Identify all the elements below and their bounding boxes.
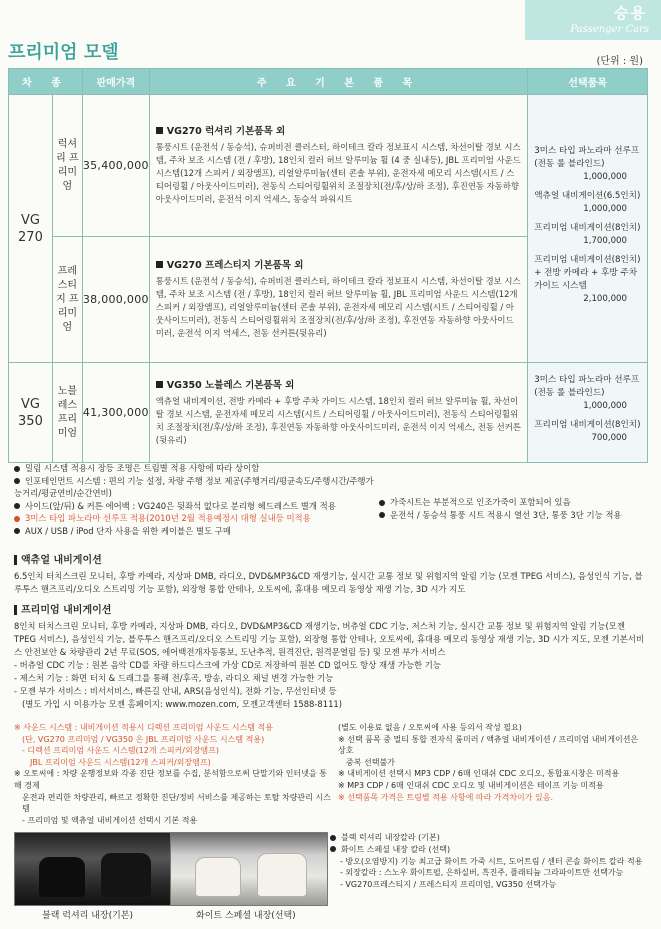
option-price: 1,700,000 xyxy=(583,236,627,246)
option-price: 1,000,000 xyxy=(583,204,627,214)
items-cell xyxy=(149,363,527,463)
price-cell: 41,300,000 xyxy=(82,363,149,463)
section-sub: - 버츄얼 CDC 기능 : 원본 음악 CD를 차량 하드디스크에 가상 CD로 저장하여 원본 CD 없어도 항상 재생 가능한 기능 xyxy=(14,660,441,670)
bullet-icon xyxy=(14,466,20,472)
options-cell-350 xyxy=(528,363,648,463)
option-name: 액츄얼 내비게이션(6.5인치) xyxy=(534,191,641,201)
note-item: 사이드(앞/뒤) & 커튼 에어백 : VG240은 뒷좌석 없다로 분리형 헤드레스트 별개 적용 xyxy=(14,500,374,513)
white-interior-photo xyxy=(170,832,328,906)
model-cell: VG 350 xyxy=(9,363,53,463)
bullet-icon xyxy=(14,478,20,484)
option-name: 3미스 타입 파노라마 선루프 (전동 롤 블라인드) xyxy=(534,375,640,398)
square-bullet-icon xyxy=(156,261,163,268)
section-title: 프리미엄 내비게이션 xyxy=(21,605,112,616)
photo-caption: 블랙 럭셔리 내장(기본) xyxy=(42,911,133,921)
items-head: VG270 프레스티지 기본품목 외 xyxy=(166,260,304,271)
footer-notes-right xyxy=(338,722,648,803)
items-head: VG270 럭셔리 기본품목 외 xyxy=(166,126,286,137)
col-header-options: 선택품목 xyxy=(528,69,648,95)
category-tab-en: Passenger Cars xyxy=(570,24,649,35)
trim-cell: 럭셔리 프리미엄 xyxy=(52,95,82,237)
section-sub: - 모젠 부가 서비스 : 비서서비스, 빠른길 안내, ARS(음성인식), 전화 기능, 무선인터넷 등 xyxy=(14,686,337,696)
table-row xyxy=(9,95,648,237)
option-item xyxy=(534,374,641,413)
option-name: 프리미엄 내비게이션(8인치) xyxy=(534,420,641,430)
seat-shape xyxy=(195,857,241,897)
option-item xyxy=(534,254,641,306)
section-body: 8인치 터치스크린 모니터, 후방 카메라, 지상파 DMB, 라디오, DVD&MP3&CD 재생기능, 버츄얼 CDC 기능, 저스처 기능, 실시간 교통 정보 및 위험지역 알림 기능(모젠 TPEG 서비스), 음성인식 기능, 블루투스 핸즈프리/오디오 스트리밍 기능 포함), 외장형 통합 안테나, 오토씨에, 휴대용 메모리 동영상 재생 기능, 3D 시가 지도, 모젠 기본서비스 안전보안 & 차량관리 2년 무료(SOS, 에어백전개자동통보, 도난추적, 원격진단, 원격문열림 등) 및 모젠 부가 서비스 xyxy=(14,621,644,657)
note-item: 인포테인먼트 시스템 : 편의 기능 설정, 차량 주행 정보 제공(주행거리/평균속도/주행시간/주행가능거리/평균연비/순간연비) xyxy=(14,475,374,499)
trim-cell: 노블레스 프리미엄 xyxy=(52,363,82,463)
col-header-model: 차 종 xyxy=(9,69,83,95)
seat-shape xyxy=(257,853,307,897)
option-item xyxy=(534,145,641,184)
option-item xyxy=(534,419,641,445)
footer-note: (단, VG270 프리미엄 / VG350 은 JBL 프리미엄 사운드 시스템 적용) xyxy=(22,734,265,744)
price-cell: 38,000,000 xyxy=(82,237,149,363)
footer-note: ※ 사운드 시스템 : 내비게이션 적용시 디렉션 프리미엄 사운드 시스템 적용 xyxy=(14,723,273,732)
bullet-icon xyxy=(14,503,20,509)
options-cell-270 xyxy=(528,95,648,363)
footer-note: 중복 선택불가 xyxy=(346,757,395,767)
actual-nav-section xyxy=(14,554,644,596)
section-bar-icon xyxy=(14,605,17,615)
items-text: 통풍시트 (운전석 / 동승석), 슈퍼비전 클러스터, 하이테크 칼라 정보표시 시스템, 차선이탈 경보 시스템, 주차 보조 시스템 (전 / 후방), 18인치 컬러 허브 알루미늄 휠, JBL 프리미엄 사운드 시스템(12개 스피커 / 외장앰프), 리얼알루미늄(센터 콘솔 부위), 운전자세 메모리 시스템(시트 / 스티어링휠 / 아웃사이드미러), 전동식 스티어링휠위치 조절장치(전/후/상/하 조정), 후진연동 자동하향 아웃사이드미러, 운전석 이지 억세스, 전동 선커튼(뒷유리) xyxy=(155,276,521,338)
premium-nav-section xyxy=(14,604,644,711)
items-cell xyxy=(149,95,527,237)
footer-note: - 디렉션 프리미엄 사운드 시스템(12개 스피커/외장앰프) xyxy=(22,746,220,756)
bullet-icon xyxy=(330,846,336,852)
table-header-row xyxy=(9,69,648,95)
items-text: 통풍시트 (운전석 / 동승석), 슈퍼비전 클러스터, 하이테크 칼라 정보표시 시스템, 차선이탈 경보 시스템, 주차 보조 시스템 (전 / 후방), 18인치 컬러 허브 알루미늄 휠 (4 중 실내등), JBL 프리미엄 사운드 시스템(12개 스피커 / 외장앰프), 리얼알루미늄(센터 콘솔 부위), 운전자세 메모리 시스템(시트 / 스티어링휠 / 아웃사이드미러), 전동식 스티어링휠위치 조절장치(전/후/상/하 조정), 후진연동 자동하향 아웃사이드미러, 운전석 이지 억세스, 동승석 파워시트 xyxy=(155,142,521,204)
interior-note: - VG270프레스티지 / 프레스티지 프리미엄, VG350 선택가능 xyxy=(340,880,557,890)
interior-note: - 외장칼라 : 스노우 화이트펄, 은하실버, 흑진주, 플래티늄 그라파이트만 선택가능 xyxy=(340,868,624,878)
interior-note: 화이트 스페셜 내장 칼라 (선택) xyxy=(341,844,451,854)
footer-note: ※ MP3 CDP / 6매 인대쉬 CDC 오디오 및 내비게이션은 테이프 기능 미적용 xyxy=(338,780,604,790)
bullet-icon xyxy=(14,516,20,522)
section-sub: - 제스처 기능 : 화면 터치 & 드래그를 통해 전/후곡, 방송, 라디오 채널 변경 가능한 기능 xyxy=(14,673,334,683)
footer-note: ※ 선택품목 가격은 트림별 적용 사항에 따라 가격차이가 있음. xyxy=(338,792,554,802)
trim-cell: 프레스티지 프리미엄 xyxy=(52,237,82,363)
footer-notes-left xyxy=(14,722,334,826)
footer-note: (별도 이용료 없음 / 오토씨에 사용 등의서 작성 필요) xyxy=(338,723,522,732)
footer-note: - 프리미엄 및 액츄얼 내비게이션 선택시 기본 적용 xyxy=(22,815,198,825)
square-bullet-icon xyxy=(156,127,163,134)
table-row xyxy=(9,363,648,463)
items-cell xyxy=(149,237,527,363)
col-header-price: 판매가격 xyxy=(82,69,149,95)
black-interior-photo xyxy=(14,832,172,906)
note-item: 가죽시트는 부분적으로 인조가죽이 포함되어 있음 xyxy=(379,496,649,509)
items-text: 액츄얼 내비게이션, 전방 카메라 + 후방 주차 가이드 시스템, 18인치 컬러 허브 알루미늄 휠, 차선이탈 경보 시스템, 운전자세 메모리 시스템(시트 / 스티어링휠 / 아웃사이드미러), 전동식 스티어링휠위치 조절장치(전/후/상/하 조정), 후진연동 자동하향 아웃사이드미러, 운전석 이지 억세스, 전동 선커튼(뒷유리) xyxy=(155,395,521,445)
option-item xyxy=(534,222,641,248)
price-table xyxy=(8,68,648,463)
section-bar-icon xyxy=(14,555,17,565)
option-price: 2,100,000 xyxy=(583,294,627,304)
interior-note: 블랙 럭셔리 내장칼라 (기본) xyxy=(341,833,440,842)
category-tab-kr: 승용 xyxy=(614,4,647,22)
option-price: 1,000,000 xyxy=(583,401,627,411)
note-item: 운전석 / 동승석 통풍 시트 적용시 열선 3단, 통풍 3단 기능 적용 xyxy=(379,509,649,522)
option-price: 700,000 xyxy=(591,433,627,443)
option-name: 3미스 타입 파노라마 선루프 (전동 롤 블라인드) xyxy=(534,146,640,169)
note-item: 밀림 시스템 적용시 장등 조명은 트림별 적용 사항에 따라 상이함 xyxy=(14,462,374,475)
bullet-icon xyxy=(14,528,20,534)
option-name: 프리미엄 내비게이션(8인치) + 전방 카메라 + 후방 주차 가이드 시스템 xyxy=(534,255,641,291)
seat-shape xyxy=(39,857,85,897)
footer-note: JBL 프리미엄 사운드 시스템(12개 스피커/외장앰프) xyxy=(30,757,211,767)
photo-caption: 화이트 스페셜 내장(선택) xyxy=(196,911,296,921)
note-item: 3미스 타입 파노라마 선루프 적용(2010년 2월 적용예정시 대형 실내등 미적용 xyxy=(14,512,374,525)
bullet-icon xyxy=(379,500,385,506)
section-body: 6.5인치 터치스크린 모니터, 후방 카메라, 지상파 DMB, 라디오, DVD&MP3&CD 재생기능, 실시간 교통 정보 및 위험지역 알림 기능 (모젠 TPEG 서비스), 음성인식 기능, 블루투스 핸즈프리/오디오 스트리밍 기능 포함), 외장형 통합 안테나, 오토씨에, 휴대용 메모리 동영상 재생 기능, 3D 시가 지도 xyxy=(14,571,643,594)
option-name: 프리미엄 내비게이션(8인치) xyxy=(534,223,641,233)
footer-note: ※ 내비게이션 선택시 MP3 CDP / 6매 인대쉬 CDC 오디오, 통합표시창은 미적용 xyxy=(338,769,620,779)
footer-note: ※ 오토씨에 : 차량 운행정보와 각종 진단 정보를 수집, 분석함으로써 단말기와 인터넷을 통해 경제 xyxy=(14,769,327,790)
footer-note: ※ 선택 품목 중 멀티 통합 전자식 룸미러 / 액츄얼 내비게이션 / 프리미엄 내비게이션은 상호 xyxy=(338,734,639,756)
model-cell: VG 270 xyxy=(9,95,53,363)
option-price: 1,000,000 xyxy=(583,172,627,182)
unit-label: (단위 : 원) xyxy=(596,56,643,67)
note-item: AUX / USB / iPod 단자 사용을 위한 케이블은 별도 구매 xyxy=(14,525,374,538)
option-item xyxy=(534,190,641,216)
price-cell: 35,400,000 xyxy=(82,95,149,237)
section-sub: (별도 가입 시 이용가능 모젠 홈페이지: www.mozen.com, 모젠고객센터 1588-8111) xyxy=(22,699,342,709)
bullet-icon xyxy=(330,835,336,841)
interior-note: - 방오(오염방지) 기능 최고급 화이트 가죽 시트, 도어트림 / 센터 콘솔 화이트 칼라 적용 xyxy=(340,856,643,866)
section-title: 액츄얼 내비게이션 xyxy=(21,555,102,566)
bullet-icon xyxy=(379,512,385,518)
col-header-items: 주 요 기 본 품 목 xyxy=(149,69,527,95)
items-head: VG350 노블레스 기본품목 외 xyxy=(166,379,295,391)
category-tab xyxy=(525,0,661,40)
footer-note: 운전과 편리한 차량관리, 빠르고 정확한 진단/정비 서비스를 제공하는 토탈 차량관리 시스템 xyxy=(22,792,331,814)
page-title: 프리미엄 모델 xyxy=(8,42,119,63)
seat-shape xyxy=(101,853,151,897)
interior-notes xyxy=(330,832,650,891)
square-bullet-icon xyxy=(156,381,163,388)
